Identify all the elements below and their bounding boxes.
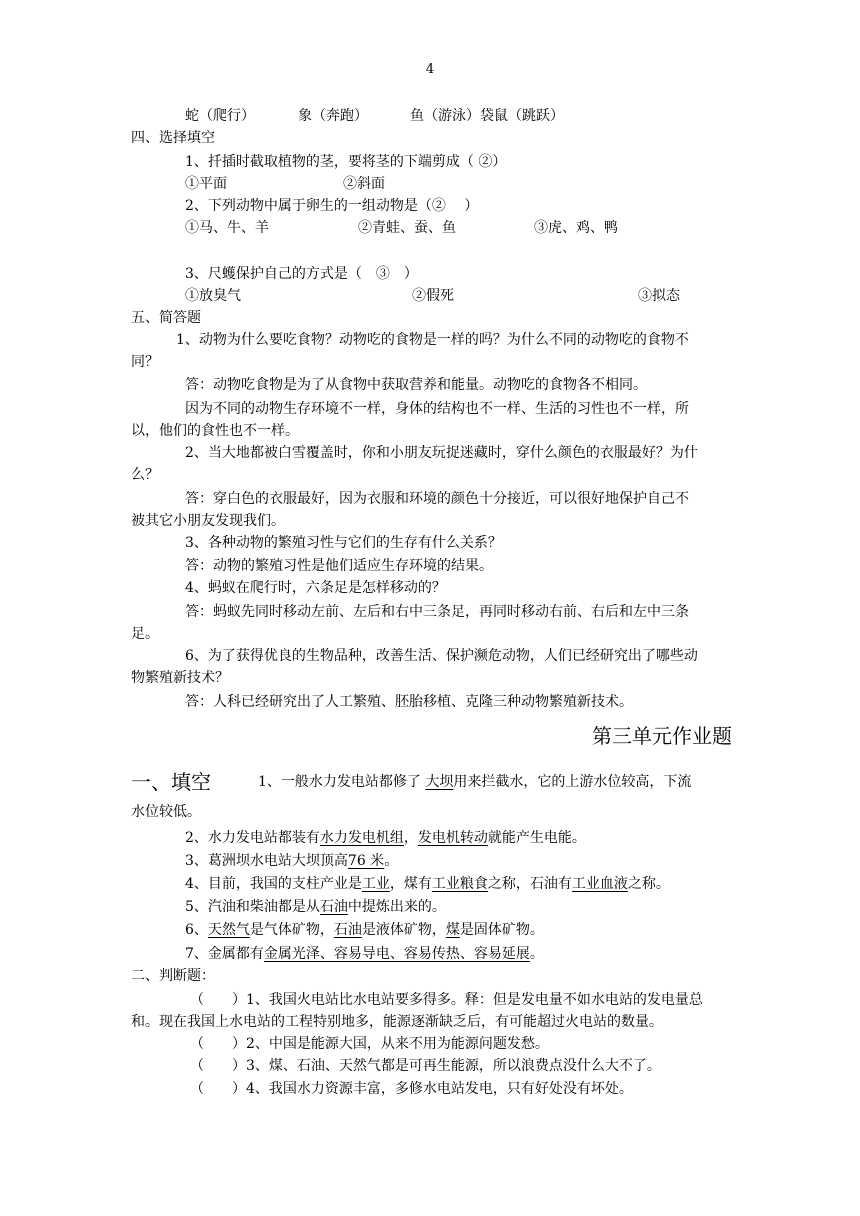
judge-4: （ ）4、我国水力资源丰富，多修水电站发电，只有好处没有坏处。	[190, 1081, 633, 1097]
judge-1-line2: 和。现在我国上水电站的工程特别地多，能源逐渐缺乏后，有可能超过火电站的数量。	[131, 1014, 663, 1030]
fill-4-answer-1: 工业	[361, 876, 390, 892]
fill-6-answer-2: 石油	[333, 922, 362, 938]
s5-q4: 4、蚂蚁在爬行时，六条足是怎样移动的？	[185, 580, 446, 596]
fill-4-text-2: ，煤有	[389, 876, 432, 892]
fill-4-text-end: 之称。	[627, 876, 670, 892]
s5-q1-line1: 1、动物为什么要吃食物？动物吃的食物是一样的吗？为什么不同的动物吃的食物不	[176, 332, 689, 348]
fill-item-2	[185, 828, 586, 848]
s4-question-2: 2、下列动物中属于卵生的一组动物是（② ）	[185, 198, 479, 214]
fill-item-4	[185, 874, 670, 894]
s5-a3: 答：动物的繁殖习性是他们适应生存环境的结果。	[185, 558, 493, 574]
s4-q2-option-1: ①马、牛、羊	[185, 220, 269, 236]
fill-5-answer: 石油	[319, 899, 348, 915]
fill-6-text-end: 是固体矿物。	[459, 922, 544, 938]
fill-2-text-end: 就能产生电能。	[487, 830, 586, 846]
s5-q6-line1: 6、为了获得优良的生物品种，改善生活、保护濒危动物，人们已经研究出了哪些动	[185, 648, 698, 664]
fill-item-6	[185, 920, 544, 940]
fill-6-text-2: 是气体矿物，	[249, 922, 334, 938]
fill-4-answer-2: 工业粮食	[431, 876, 488, 892]
s5-a4-line1: 答：蚂蚁先同时移动左前、左后和右中三条足，再同时移动右前、右后和左中三条	[185, 604, 689, 620]
fill-7-answer: 金属光泽、容易导电、容易传热、容易延展	[263, 946, 530, 962]
s4-q1-option-1: ①平面	[185, 176, 227, 192]
fill-7-text-end: 。	[529, 946, 544, 962]
s4-q3-option-1: ①放臭气	[185, 288, 241, 304]
fill-item-1	[258, 772, 691, 792]
s4-q3-option-2: ②假死	[412, 288, 454, 304]
fill-item-7	[185, 944, 544, 964]
unit3-title: 第三单元作业题	[592, 724, 732, 748]
s5-q2-line1: 2、当大地都被白雪覆盖时，你和小朋友玩捉迷藏时，穿什么颜色的衣服最好？为什	[185, 445, 698, 461]
s4-q3-option-3: ③拟态	[638, 288, 680, 304]
fill-5-text: 5、汽油和柴油都是从	[185, 899, 320, 915]
animal-elephant: 象（奔跑）	[298, 108, 368, 124]
judge-3: （ ）3、煤、石油、天然气都是可再生能源，所以浪费点没什么大不了。	[190, 1058, 661, 1074]
fill-3-text-end: 。	[384, 853, 399, 869]
fill-1-text: 1、一般水力发电站都修了	[258, 774, 421, 790]
animal-snake: 蛇（爬行）	[185, 108, 255, 124]
s5-a6: 答：人科已经研究出了人工繁殖、胚胎移植、克隆三种动物繁殖新技术。	[185, 694, 633, 710]
fill-item-5	[185, 897, 446, 917]
fill-7-text: 7、金属都有	[185, 946, 264, 962]
section5-heading: 五、简答题	[131, 310, 201, 326]
fill-6-text: 6、	[185, 922, 208, 938]
s5-q2-line2: 么？	[131, 467, 159, 483]
s4-q2-option-3: ③虎、鸡、鸭	[534, 220, 618, 236]
fill-2-text: 2、水力发电站都装有	[185, 830, 320, 846]
fill-1-answer: 大坝	[425, 774, 454, 790]
fill-heading: 一、填空	[131, 770, 211, 794]
fill-5-text-end: 中提炼出来的。	[347, 899, 446, 915]
s5-a1-line3: 以，他们的食性也不一样。	[131, 423, 299, 439]
fill-1-line2: 水位较低。	[131, 804, 201, 820]
fill-4-answer-3: 工业血液	[571, 876, 628, 892]
fill-4-text: 4、目前，我国的支柱产业是	[185, 876, 362, 892]
section4-heading: 四、选择填空	[131, 130, 215, 146]
judge-heading: 二、判断题：	[131, 968, 215, 984]
fill-item-3	[185, 851, 398, 871]
judge-2: （ ）2、中国是能源大国，从来不用为能源问题发愁。	[190, 1036, 549, 1052]
judge-1-line1: （ ）1、我国火电站比水电站要多得多。释：但是发电量不如水电站的发电量总	[190, 992, 703, 1008]
s5-a2-line2: 被其它小朋友发现我们。	[131, 513, 285, 529]
s5-a4-line2: 足。	[131, 626, 159, 642]
s4-q1-option-2: ②斜面	[343, 176, 385, 192]
page-number: 4	[425, 62, 435, 77]
animal-fish-kangaroo: 鱼（游泳）袋鼠（跳跃）	[410, 108, 564, 124]
fill-1-text-end: 用来拦截水，它的上游水位较高，下流	[453, 774, 692, 790]
fill-6-answer-3: 煤	[445, 922, 460, 938]
s4-question-1: 1、扦插时截取植物的茎，要将茎的下端剪成（ ②）	[185, 154, 507, 170]
fill-3-text: 3、葛洲坝水电站大坝顶高	[185, 853, 348, 869]
s5-a1-line1: 答：动物吃食物是为了从食物中获取营养和能量。动物吃的食物各不相同。	[185, 377, 647, 393]
fill-3-answer: 76 米	[347, 853, 385, 869]
s5-q1-line2: 同？	[131, 354, 159, 370]
fill-6-answer-1: 天然气	[207, 922, 250, 938]
fill-2-answer-1: 水力发电机组	[319, 830, 404, 846]
s5-a1-line2: 因为不同的动物生存环境不一样，身体的结构也不一样、生活的习性也不一样，所	[185, 401, 689, 417]
fill-2-sep: ，	[403, 830, 418, 846]
s5-a2-line1: 答：穿白色的衣服最好，因为衣服和环境的颜色十分接近，可以很好地保护自己不	[185, 491, 689, 507]
s4-question-3: 3、尺蠖保护自己的方式是（ ③ ）	[185, 266, 418, 282]
s5-q3: 3、各种动物的繁殖习性与它们的生存有什么关系？	[185, 535, 502, 551]
fill-6-text-3: 是液体矿物，	[361, 922, 446, 938]
fill-2-answer-2: 发电机转动	[417, 830, 488, 846]
s4-q2-option-2: ②青蛙、蚕、鱼	[358, 220, 456, 236]
s5-q6-line2: 物繁殖新技术？	[131, 670, 229, 686]
fill-4-text-3: 之称，石油有	[487, 876, 572, 892]
